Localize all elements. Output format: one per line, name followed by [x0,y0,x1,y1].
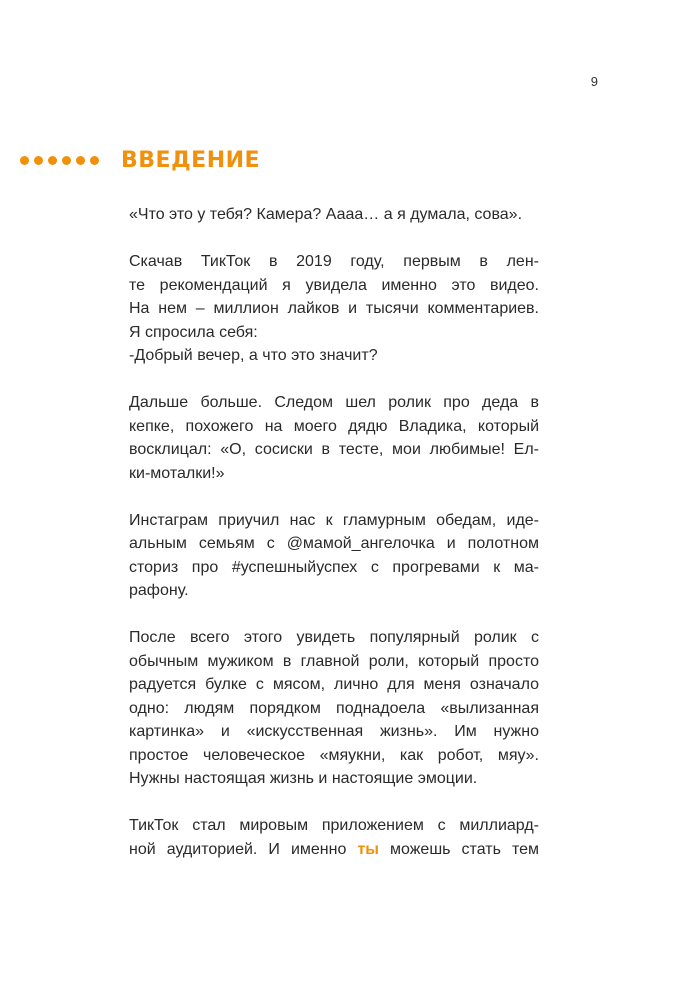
paragraph-2 [129,250,539,368]
text-line-highlight [129,838,539,862]
bullet-dot-icon [62,156,71,165]
text-line: альным семьям с @мамой_ангелочка и полотном [129,535,539,552]
text-line: Нужны настоящая жизнь и настоящие эмоции. [129,770,478,787]
text-line: те рекомендаций я увидела именно это видео. [129,276,539,294]
text-line: кепке, похожего на моего дядю Владика, который [129,417,539,435]
paragraph-4 [129,509,539,603]
text-line: Инстаграм приучил нас к гламурным обедам, иде- [129,511,539,529]
bullet-dot-icon [90,156,99,165]
text-segment: можешь стать тем [378,840,540,858]
text-line: Скачав ТикТок в 2019 году, первым в лен- [129,253,539,270]
text-line: картинка» и «искусственная жизнь». Им нужно [129,723,539,740]
text-line: На нем – миллион лайков и тысячи комментариев. [129,300,539,317]
text-line: «Что это у тебя? Камера? Аааа… а я думала, сова». [129,206,523,223]
text-segment: ной аудиторией. И именно [129,840,358,858]
text-line: одно: людям порядком поднадоела «вылизанная [129,699,539,717]
paragraph-5 [129,626,539,791]
heading-dots [20,156,99,165]
text-line: восклицал: «О, сосиски в тесте, мои любимые! Ел- [129,441,539,458]
text-line: После всего этого увидеть популярный ролик с [129,629,539,646]
page-number: 9 [590,74,598,89]
text-line: -Добрый вечер, а что это значит? [129,347,378,364]
heading-title: ВВЕДЕНИЕ [121,148,261,173]
section-heading [20,148,260,173]
paragraph-1 [129,203,539,227]
bullet-dot-icon [48,156,57,165]
body-text [129,203,539,885]
bullet-dot-icon [34,156,43,165]
paragraph-6 [129,814,539,861]
text-line: простое человеческое «мяукни, как робот, мяу». [129,746,539,764]
text-line: обычным мужиком в главной роли, который просто [129,652,539,670]
text-line: ки-моталки!» [129,464,225,482]
text-line: Дальше больше. Следом шел ролик про деда в [129,394,539,411]
text-line: Я спросила себя: [129,323,258,341]
text-line: ТикТок стал мировым приложением с миллиард- [129,817,539,834]
text-line: рафону. [129,582,189,599]
highlighted-word: ты [357,840,379,858]
text-line: радуется булке с мясом, лично для меня означало [129,676,539,693]
bullet-dot-icon [20,156,29,165]
paragraph-3 [129,391,539,485]
bullet-dot-icon [76,156,85,165]
text-line: сториз про #успешныйуспех с прогревами к ма- [129,558,539,576]
